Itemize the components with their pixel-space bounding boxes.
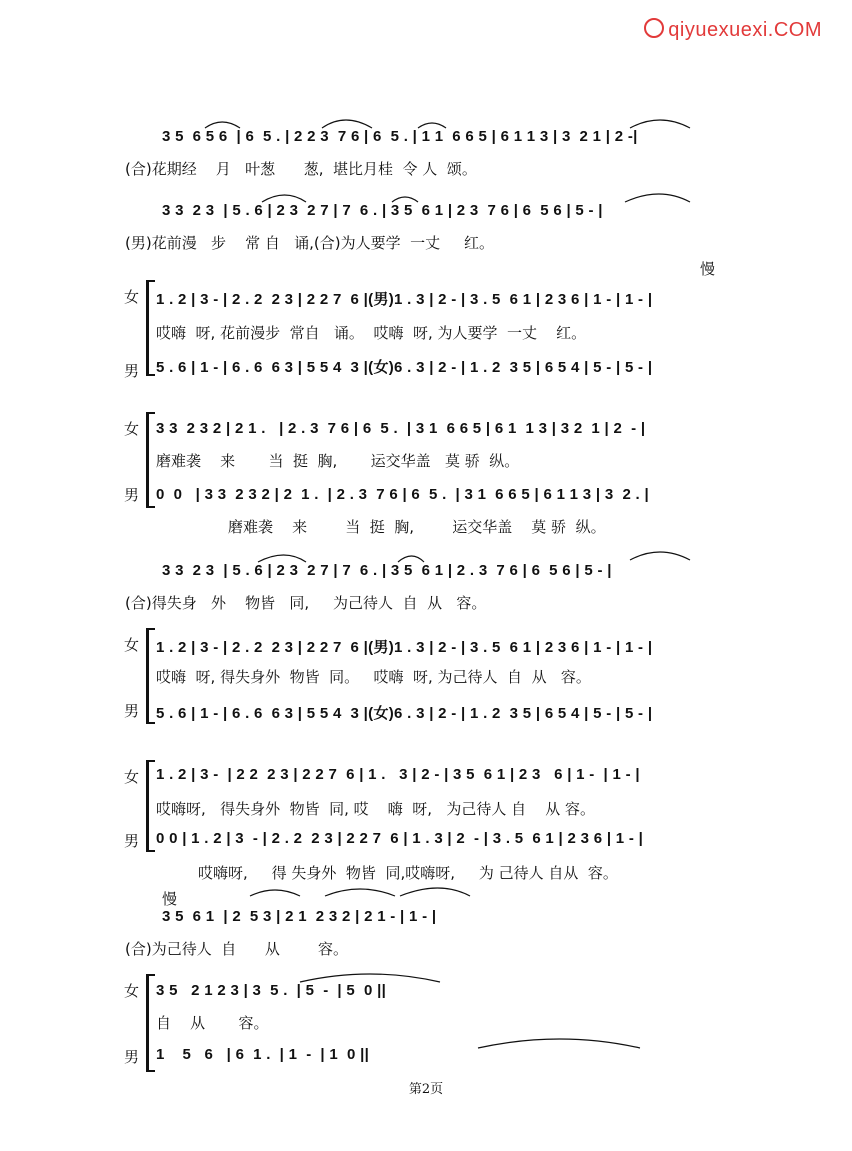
male-label: 男 [124, 486, 140, 504]
system-8-lyrics: (合)为己待人 自 从 容。 [125, 940, 348, 958]
tempo-mark: 慢 [162, 890, 178, 908]
tempo-mark: 慢 [700, 260, 716, 278]
male-label: 男 [124, 1048, 140, 1066]
system-4-female-lyrics: 磨难袭 来 当 挺 胸, 运交华盖 莫 骄 纵。 [156, 452, 520, 470]
system-7-female-lyrics: 哎嗨呀, 得失身外 物皆 同, 哎 嗨 呀, 为己待人 自 从 容。 [156, 800, 595, 818]
system-7-male-notes: 0 0 | 1 . 2 | 3 - | 2 . 2 2 3 | 2 2 7 6 | 1 . 3 | 2 - | 3 . 5 6 1 | 2 3 6 | 1 - | [156, 830, 644, 847]
system-9-female-notes: 3 5 2 1 2 3 | 3 5 . | 5 - | 5 0 || [156, 982, 387, 999]
system-2-lyrics: (男)花前漫 步 常 自 诵,(合)为人要学 一丈 红。 [125, 234, 495, 252]
page-footer: 第2页 [408, 1082, 444, 1097]
system-4-male-notes: 0 0 | 3 3 2 3 2 | 2 1 . | 2 . 3 7 6 | 6 5 . | 3 1 6 6 5 | 6 1 1 3 | 3 2 . | [156, 486, 649, 503]
system-4-female-notes: 3 3 2 3 2 | 2 1 . | 2 . 3 7 6 | 6 5 . | 3 1 6 6 5 | 6 1 1 3 | 3 2 1 | 2 - | [156, 420, 646, 437]
male-label: 男 [124, 702, 140, 720]
female-label: 女 [124, 420, 140, 438]
system-1-lyrics: (合)花期经 月 叶葱 葱, 堪比月桂 令 人 颂。 [125, 160, 477, 178]
system-1-notes: 3 5 6 5 6 | 6 5 . | 2 2 3 7 6 | 6 5 . | 1 1 6 6 5 | 6 1 1 3 | 3 2 1 | 2 -| [162, 128, 638, 145]
system-7-female-notes: 1 . 2 | 3 - | 2 2 2 3 | 2 2 7 6 | 1 . 3 | 2 - | 3 5 6 1 | 2 3 6 | 1 - | 1 - | [156, 766, 640, 783]
system-6-male-notes: 5 . 6 | 1 - | 6 . 6 6 3 | 5 5 4 3 |(女)6 . 3 | 2 - | 1 . 2 3 5 | 6 5 4 | 5 - | 5 - | [156, 705, 653, 722]
female-label: 女 [124, 982, 140, 1000]
female-label: 女 [124, 768, 140, 786]
male-label: 男 [124, 832, 140, 850]
watermark-text: qiyuexuexi.COM [668, 19, 822, 41]
system-3-female-notes: 1 . 2 | 3 - | 2 . 2 2 3 | 2 2 7 6 |(男)1 . 3 | 2 - | 3 . 5 6 1 | 2 3 6 | 1 - | 1 - | [156, 291, 653, 308]
system-3-male-notes: 5 . 6 | 1 - | 6 . 6 6 3 | 5 5 4 3 |(女)6 . 3 | 2 - | 1 . 2 3 5 | 6 5 4 | 5 - | 5 - | [156, 359, 653, 376]
system-6-female-notes: 1 . 2 | 3 - | 2 . 2 2 3 | 2 2 7 6 |(男)1 . 3 | 2 - | 3 . 5 6 1 | 2 3 6 | 1 - | 1 - | [156, 639, 653, 656]
system-5-lyrics: (合)得失身 外 物皆 同, 为己待人 自 从 容。 [125, 594, 487, 612]
system-8-notes: 3 5 6 1 | 2 5 3 | 2 1 2 3 2 | 2 1 - | 1 - | [162, 908, 437, 925]
system-6-female-lyrics: 哎嗨 呀, 得失身外 物皆 同。 哎嗨 呀, 为己待人 自 从 容。 [156, 668, 591, 686]
male-label: 男 [124, 362, 140, 380]
system-2-notes: 3 3 2 3 | 5 . 6 | 2 3 2 7 | 7 6 . | 3 5 6 1 | 2 3 7 6 | 6 5 6 | 5 - | [162, 202, 603, 219]
system-9-male-notes: 1 5 6 | 6 1 . | 1 - | 1 0 || [156, 1046, 370, 1063]
female-label: 女 [124, 636, 140, 654]
system-5-notes: 3 3 2 3 | 5 . 6 | 2 3 2 7 | 7 6 . | 3 5 6 1 | 2 . 3 7 6 | 6 5 6 | 5 - | [162, 562, 612, 579]
system-3-female-lyrics: 哎嗨 呀, 花前漫步 常自 诵。 哎嗨 呀, 为人要学 一丈 红。 [156, 324, 587, 342]
system-4-male-lyrics: 磨难袭 来 当 挺 胸, 运交华盖 莫 骄 纵。 [228, 518, 606, 536]
female-label: 女 [124, 288, 140, 306]
system-9-female-lyrics: 自 从 容。 [156, 1014, 269, 1032]
system-7-male-lyrics: 哎嗨呀, 得 失身外 物皆 同,哎嗨呀, 为 己待人 自从 容。 [198, 864, 618, 882]
